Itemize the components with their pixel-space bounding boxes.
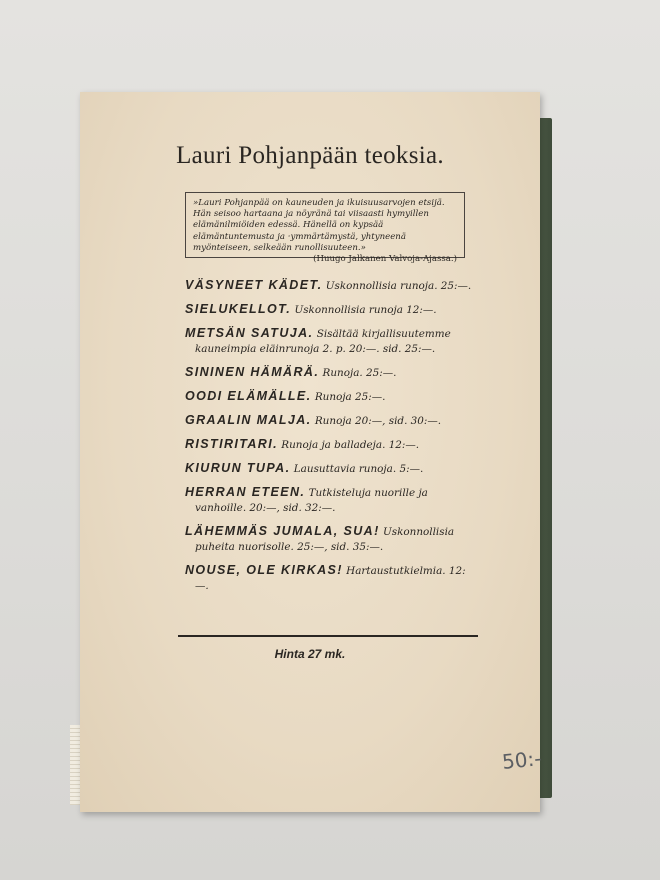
work-description: Tutkisteluja nuorille ja vanhoille. 20:—, sid. 32:—. — [195, 487, 428, 514]
list-item — [185, 437, 475, 453]
price-label: Hinta 27 mk. — [274, 647, 346, 661]
work-description: Runoja ja balladeja. 12:—. — [281, 439, 420, 451]
work-title: HERRAN ETEEN. — [185, 485, 306, 499]
page-title: Lauri Pohjanpään teoksia. — [176, 142, 444, 169]
quote-text: »Lauri Pohjanpää on kauneuden ja ikuisuusarvojen etsijä. Hän seisoo hartaana ja nöyränä tai viisaasti hymyillen elämänilmiöiden edessä. Hänellä on kypsää elämäntuntemusta ja ·ymmärtämystä, yhtyneenä myönteiseen, selkeään runollisuuteen.» — [193, 198, 445, 253]
list-item — [185, 413, 475, 429]
work-description: Runoja 25:—. — [314, 391, 386, 403]
work-title: RISTIRITARI. — [185, 437, 278, 451]
list-item — [185, 278, 475, 294]
list-item — [185, 326, 475, 357]
list-item — [185, 365, 475, 381]
work-description: Uskonnollisia runoja 12:—. — [294, 304, 437, 316]
list-item — [185, 302, 475, 318]
list-item — [185, 461, 475, 477]
work-description: Hartaustutkielmia. 12:—. — [195, 565, 466, 592]
list-item — [185, 563, 475, 594]
work-description: Runoja. 25:—. — [322, 367, 397, 379]
quote-box — [185, 192, 465, 265]
work-title: SIELUKELLOT. — [185, 302, 292, 316]
work-title: GRAALIN MALJA. — [185, 413, 312, 427]
list-item — [185, 524, 475, 555]
green-back-cover — [538, 118, 552, 798]
pencil-price-note: 50:- — [500, 746, 543, 774]
horizontal-rule — [178, 635, 478, 637]
works-list — [185, 278, 475, 602]
quote-source: (Huugo Jalkanen Valvoja-Ajassa.) — [313, 254, 457, 265]
work-description: Uskonnollisia runoja. 25:—. — [325, 280, 472, 292]
list-item — [185, 485, 475, 516]
work-description: Lausuttavia runoja. 5:—. — [293, 463, 424, 475]
work-title: NOUSE, OLE KIRKAS! — [185, 563, 343, 577]
work-description: Runoja 20:—, sid. 30:—. — [314, 415, 442, 427]
work-title: LÄHEMMÄS JUMALA, SUA! — [185, 524, 380, 538]
work-title: METSÄN SATUJA. — [185, 326, 314, 340]
work-title: OODI ELÄMÄLLE. — [185, 389, 312, 403]
work-title: KIURUN TUPA. — [185, 461, 291, 475]
book-back-cover — [80, 92, 540, 812]
work-description: Sisältää kirjallisuutemme kauneimpia eläinrunoja 2. p. 20:—. sid. 25:—. — [195, 328, 451, 355]
work-description: Uskonnollisia puheita nuorisolle. 25:—, sid. 35:—. — [195, 526, 455, 553]
work-title: VÄSYNEET KÄDET. — [185, 278, 323, 292]
list-item — [185, 389, 475, 405]
work-title: SININEN HÄMÄRÄ. — [185, 365, 320, 379]
